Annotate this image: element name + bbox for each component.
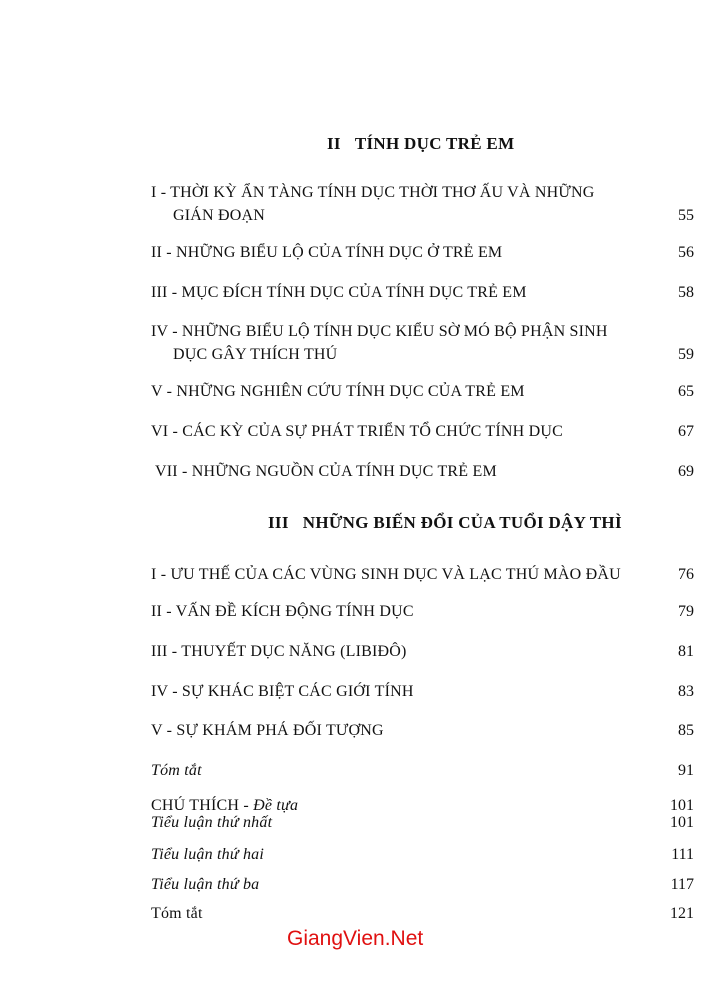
toc-entry-page: 101 [670, 797, 694, 814]
toc-entry-title: V - NHỮNG NGHIÊN CỨU TÍNH DỤC CỦA TRẺ EM [151, 383, 525, 400]
toc-entry-page: 76 [678, 566, 694, 583]
toc-entry-title: I - THỜI KỲ ẨN TÀNG TÍNH DỤC THỜI THƠ ẤU VÀ NHỮNG [151, 184, 595, 201]
toc-entry-page: 101 [670, 814, 694, 831]
section-title: TÍNH DỤC TRẺ EM [354, 134, 515, 153]
toc-entry-title: Tiểu luận thứ nhất [151, 814, 273, 831]
toc-entry-page: 69 [678, 463, 694, 480]
toc-entry-title-cont: GIÁN ĐOẠN [173, 207, 266, 224]
toc-entry-page: 65 [678, 383, 694, 400]
toc-entry-title: I - ƯU THẾ CỦA CÁC VÙNG SINH DỤC VÀ LẠC THÚ MÀO ĐẦU [151, 566, 621, 583]
toc-entry-title: VI - CÁC KỲ CỦA SỰ PHÁT TRIỂN TỔ CHỨC TÍNH DỤC [151, 423, 563, 440]
toc-entry-title: Tóm tắt [151, 905, 203, 922]
toc-entry-title: III - THUYẾT DỤC NĂNG (LIBIĐÔ) [151, 643, 407, 660]
toc-entry-page: 55 [678, 207, 694, 224]
toc-entry-page: 58 [678, 284, 694, 301]
toc-entry-title: IV - NHỮNG BIỂU LỘ TÍNH DỤC KIỂU SỜ MÓ BỘ PHẬN SINH [151, 323, 608, 340]
toc-entry-page: 56 [678, 244, 694, 261]
section-title: NHỮNG BIẾN ĐỔI CỦA TUỔI DẬY THÌ [302, 513, 622, 532]
toc-entry-page: 91 [678, 762, 694, 779]
toc-entry-title: II - NHỮNG BIỂU LỘ CỦA TÍNH DỤC Ở TRẺ EM [151, 244, 503, 261]
section-heading-part-2 [327, 134, 514, 154]
toc-entry-page: 117 [670, 876, 694, 893]
toc-entry-title: VII - NHỮNG NGUỒN CỦA TÍNH DỤC TRẺ EM [155, 463, 497, 480]
section-heading-part-3 [268, 513, 622, 533]
toc-entry-page: 121 [670, 905, 694, 922]
toc-entry-title: IV - SỰ KHÁC BIỆT CÁC GIỚI TÍNH [151, 683, 414, 700]
toc-entry-title: III - MỤC ĐÍCH TÍNH DỤC CỦA TÍNH DỤC TRẺ EM [151, 284, 527, 301]
toc-entry-title: II - VẤN ĐỀ KÍCH ĐỘNG TÍNH DỤC [151, 603, 414, 620]
toc-entry-page: 111 [671, 846, 694, 863]
toc-entry-title-cont: DỤC GÂY THÍCH THÚ [173, 346, 338, 363]
notes-suffix: - Đề tựa [243, 797, 299, 814]
toc-entry-title: V - SỰ KHÁM PHÁ ĐỐI TƯỢNG [151, 722, 384, 739]
toc-entry-title: Tiểu luận thứ ba [151, 876, 260, 893]
notes-label: CHÚ THÍCH [151, 797, 240, 814]
toc-entry-page: 85 [678, 722, 694, 739]
section-number: II [327, 134, 341, 153]
toc-entry-page: 59 [678, 346, 694, 363]
toc-entry-page: 67 [678, 423, 694, 440]
section-number: III [268, 513, 289, 532]
toc-entry-title: Tóm tắt [151, 762, 202, 779]
toc-entry-page: 83 [678, 683, 694, 700]
toc-entry-page: 79 [678, 603, 694, 620]
watermark-text: GiangVien.Net [287, 927, 424, 950]
toc-entry-title: Tiểu luận thứ hai [151, 846, 265, 863]
toc-entry-page: 81 [678, 643, 694, 660]
